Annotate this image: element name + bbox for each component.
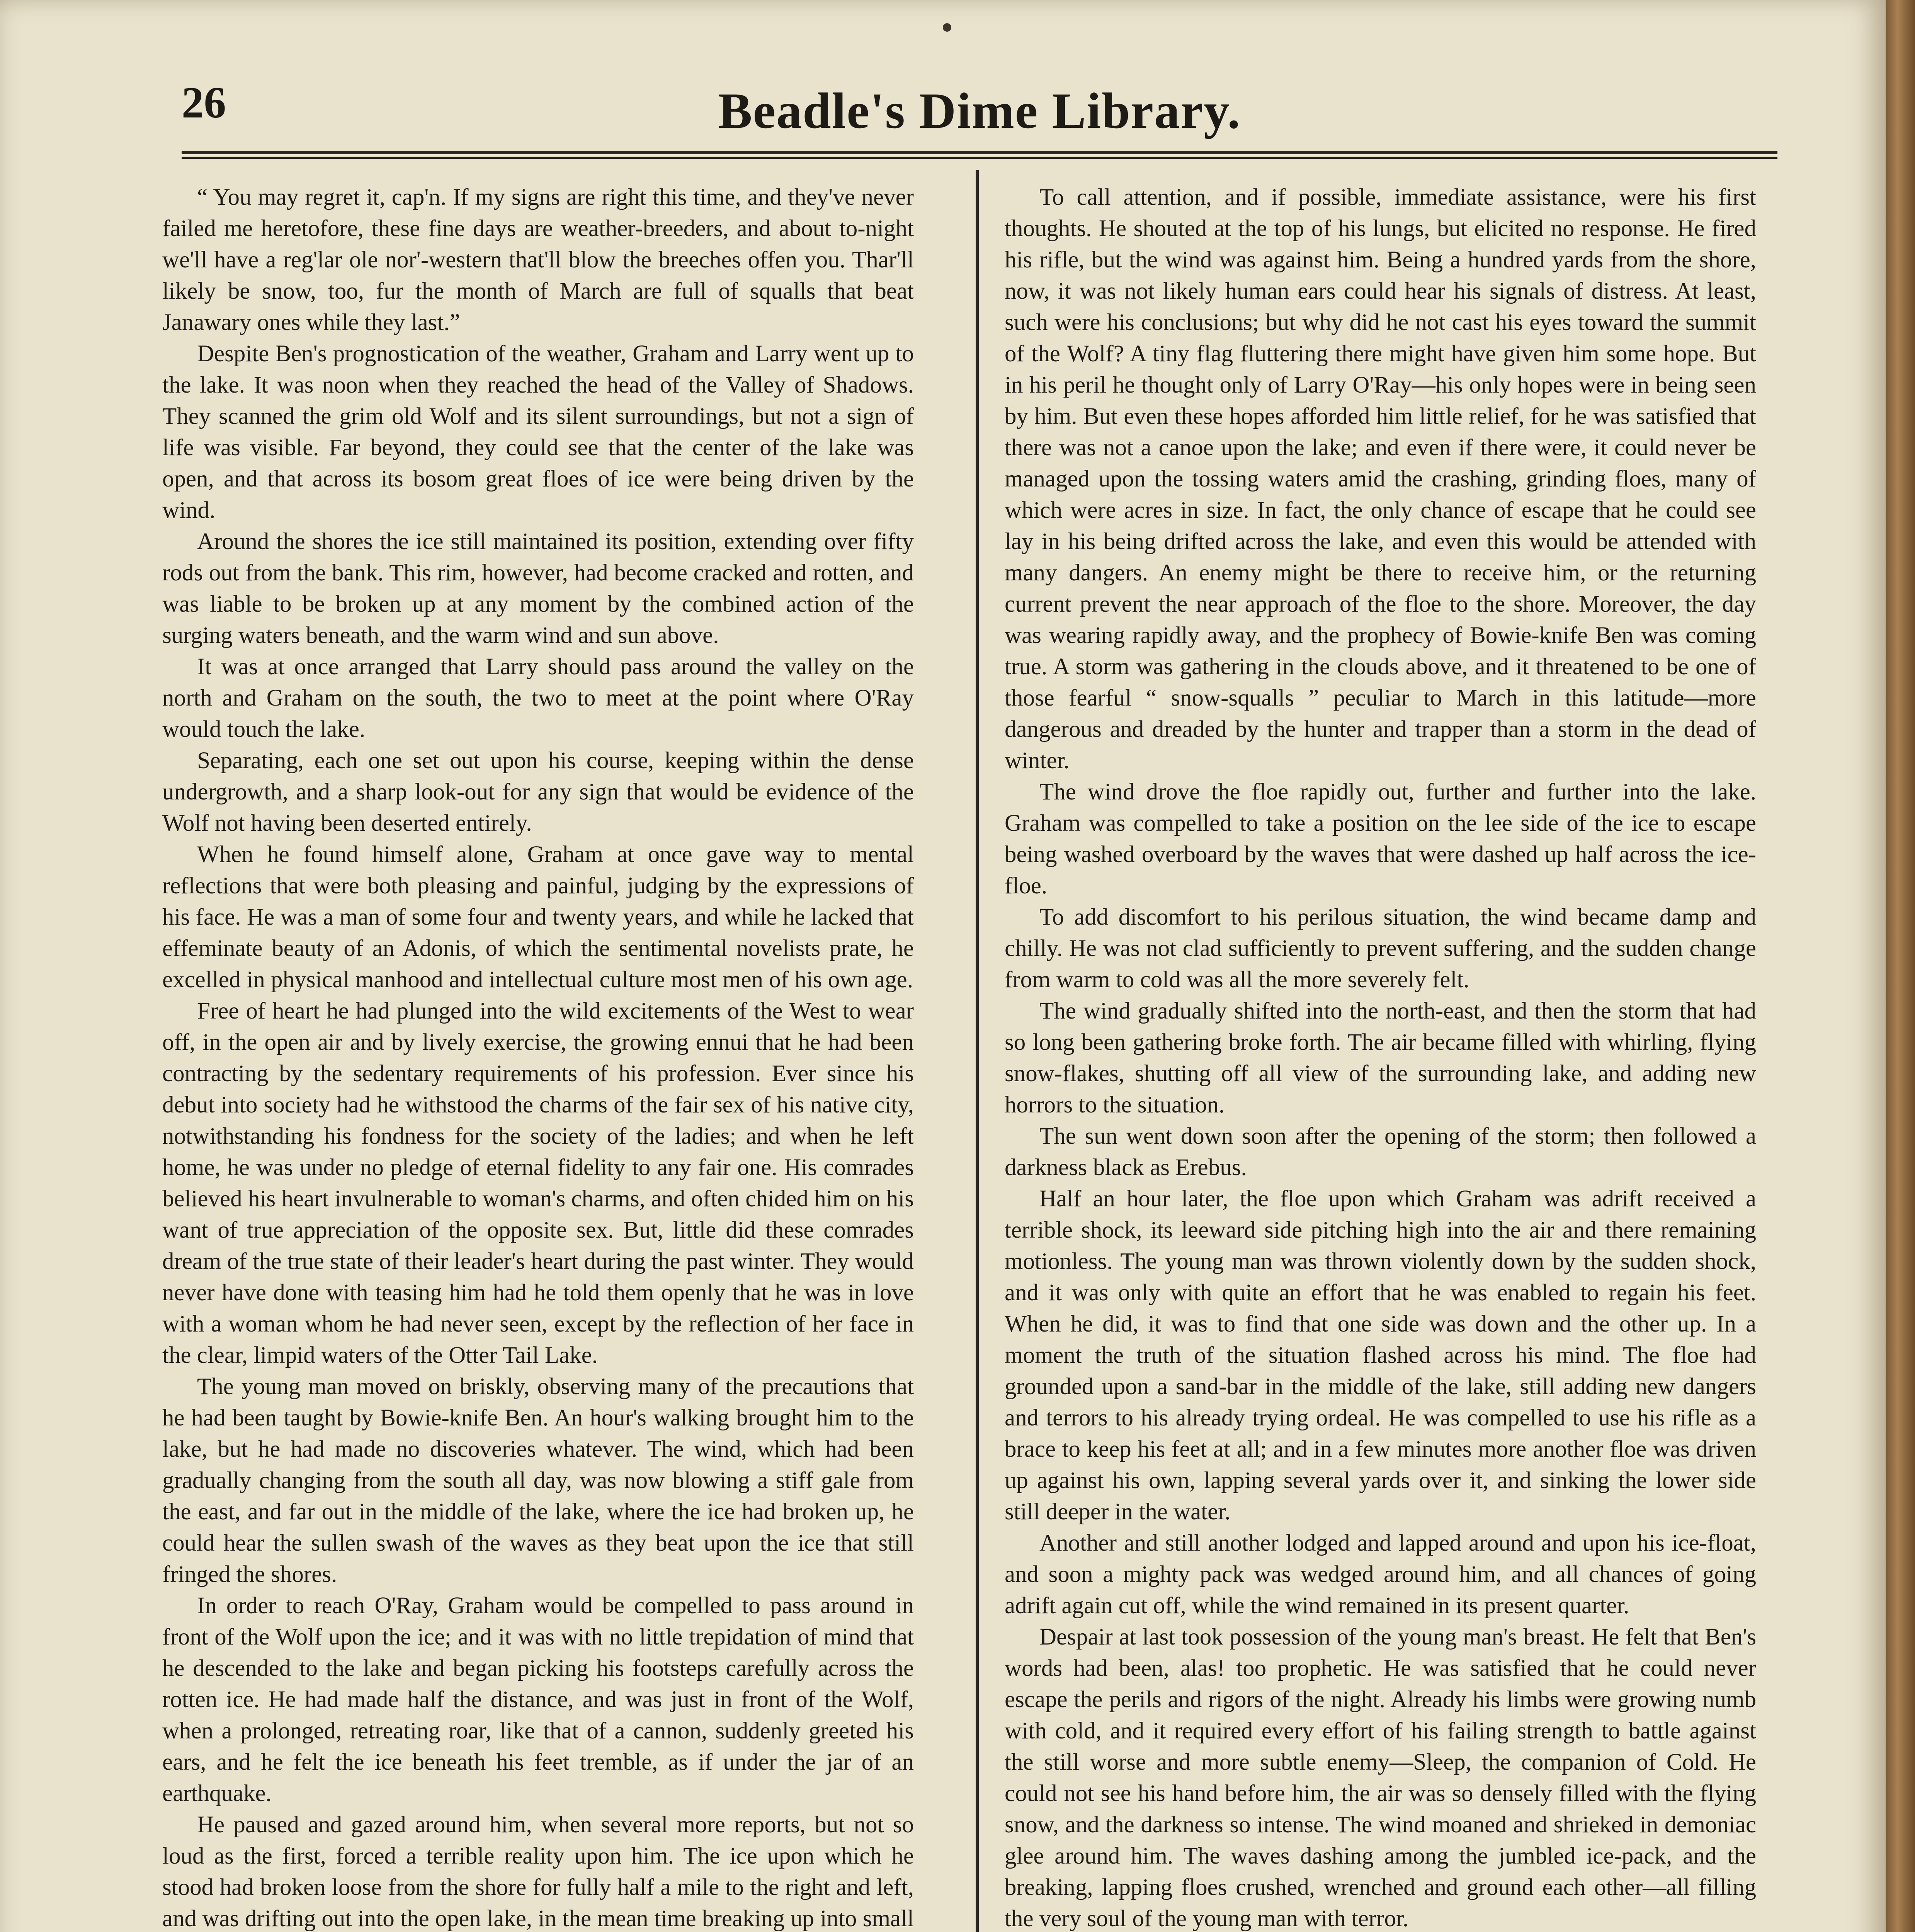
page-number: 26 xyxy=(182,78,226,127)
paragraph: The young man moved on briskly, observing many of the precautions that he had been taught by Bowie-knife Ben. An hour's walking brought him to the lake, but he had made no discoveries whatever. The wind, which had been gradually changing from the south all day, was now blowing a stiff gale from the east, and far out in the middle of the lake, where the ice had broken up, he could hear the sullen swash of the waves as they beat upon the ice that still fringed the shores. xyxy=(162,1374,914,1587)
paragraph: “ You may regret it, cap'n. If my signs are right this time, and they've never failed me heretofore, these fine days are weather-breeders, and about to-night we'll have a reg'lar ole nor'-western that'll blow the breeches offen you. Thar'll likely be snow, too, fur the month of March are full of squalls that beat Janawary ones while they last.” xyxy=(162,184,914,335)
left-column xyxy=(162,182,914,1932)
paragraph: In order to reach O'Ray, Graham would be compelled to pass around in front of the Wolf upon the ice; and it was with no little trepidation of mind that he descended to the lake and began picking his footsteps carefully across the rotten ice. He had made half the distance, and was just in front of the Wolf, when a prolonged, retreating roar, like that of a cannon, suddenly greeted his ears, and he felt the ice beneath his feet tremble, as if under the jar of an earthquake. xyxy=(162,1593,914,1806)
paragraph: Around the shores the ice still maintained its position, extending over fifty rods out from the bank. This rim, however, had become cracked and rotten, and was liable to be broken up at any moment by the combined action of the surging waters beneath, and the warm wind and sun above. xyxy=(162,529,914,648)
page-header xyxy=(182,73,1777,151)
paragraph: The wind gradually shifted into the north-east, and then the storm that had so long been gathering broke forth. The air became filled with whirling, flying snow-flakes, shutting off all view of the surrounding lake, and adding new horrors to the situation. xyxy=(1005,998,1756,1118)
paragraph: He paused and gazed around him, when several more reports, but not so loud as the first, forced a terrible reality upon him. The ice upon which he stood had broken loose from the shore for fully half a mile to the right and left, and was drifting out into the open lake, in the mean time breaking up into small xyxy=(162,1812,914,1932)
paragraph: To add discomfort to his perilous situation, the wind became damp and chilly. He was not clad sufficiently to prevent suffering, and the sudden change from warm to cold was all the more severely felt. xyxy=(1005,904,1756,993)
paragraph: Despite Ben's prognostication of the weather, Graham and Larry went up to the lake. It was noon when they reached the head of the Valley of Shadows. They scanned the grim old Wolf and its silent surroundings, but not a sign of life was visible. Far beyond, they could see that the center of the lake was open, and that across its bosom great floes of ice were being driven by the wind. xyxy=(162,341,914,523)
running-title: Beadle's Dime Library. xyxy=(718,82,1241,139)
paragraph: The wind drove the floe rapidly out, further and further into the lake. Graham was compelled to take a position on the lee side of the ice to escape being washed overboard by the waves that were dashed up half across the ice-floe. xyxy=(1005,779,1756,899)
paragraph: To call attention, and if possible, immediate assistance, were his first thoughts. He shouted at the top of his lungs, but elicited no response. He fired his rifle, but the wind was against him. Being a hundred yards from the shore, now, it was not likely human ears could hear his signals of distress. At least, such were his conclusions; but why did he not cast his eyes toward the summit of the Wolf? A tiny flag fluttering there might have given him some hope. But in his peril he thought only of Larry O'Ray—his only hopes were in being seen by him. But even these hopes afforded him little relief, for he was satisfied that there was not a canoe upon the lake; and even if there were, it could never be managed upon the tossing waters amid the crashing, grinding floes, many of which were acres in size. In fact, the only chance of escape that he could see lay in his being drifted across the lake, and even this would be attended with many dangers. An enemy might be there to receive him, or the returning current prevent the near approach of the floe to the shore. Moreover, the day was wearing rapidly away, and the prophecy of Bowie-knife Ben was coming true. A storm was gathering in the clouds above, and it threatened to be one of those fearful “ snow-squalls ” peculiar to March in this latitude—more dangerous and dreaded by the hunter and trapper than a storm in the dead of winter. xyxy=(1005,184,1756,774)
paragraph: Another and still another lodged and lapped around and upon his ice-float, and soon a mighty pack was wedged around him, and all chances of going adrift again cut off, while the wind remained in its present quarter. xyxy=(1005,1530,1756,1619)
column-divider xyxy=(976,170,979,1932)
paragraph: It was at once arranged that Larry should pass around the valley on the north and Graham on the south, the two to meet at the point where O'Ray would touch the lake. xyxy=(162,654,914,742)
paragraph: Free of heart he had plunged into the wild excitements of the West to wear off, in the open air and by lively exercise, the growing ennui that he had been contracting by the sedentary requirements of his profession. Ever since his debut into society had he withstood the charms of the fair sex of his native city, notwithstanding his fondness for the society of the ladies; and when he left home, he was under no pledge of eternal fidelity to any fair one. His comrades believed his heart invulnerable to woman's charms, and often chided him on his want of true appreciation of the opposite sex. But, little did these comrades dream of the true state of their leader's heart during the past winter. They would never have done with teasing him had he told them openly that he was in love with a woman whom he had never seen, except by the reflection of her face in the clear, limpid waters of the Otter Tail Lake. xyxy=(162,998,914,1368)
paragraph: When he found himself alone, Graham at once gave way to mental reflections that were both pleasing and painful, judging by the expressions of his face. He was a man of some four and twenty years, and while he lacked that effeminate beauty of an Adonis, of which the sentimental novelists prate, he excelled in physical manhood and intellectual culture most men of his own age. xyxy=(162,842,914,993)
paragraph: Despair at last took possession of the young man's breast. He felt that Ben's words had been, alas! too prophetic. He was satisfied that he could never escape the perils and rigors of the night. Already his limbs were growing numb with cold, and it required every effort of his failing strength to battle against the still worse and more subtle enemy—Sleep, the companion of Cold. He could not see his hand before him, the air was so densely filled with the flying snow, and the darkness so intense. The wind moaned and shrieked in demoniac glee around him. The waves dashing among the jumbled ice-pack, and the breaking, lapping floes crushed, wrenched and ground each other—all filling the very soul of the young man with terror. xyxy=(1005,1624,1756,1932)
print-mark xyxy=(943,23,951,32)
book-spine xyxy=(1886,0,1915,1932)
header-rule xyxy=(182,151,1777,159)
paragraph: Separating, each one set out upon his course, keeping within the dense undergrowth, and a sharp look-out for any sign that would be evidence of the Wolf not having been deserted entirely. xyxy=(162,748,914,836)
paragraph: The sun went down soon after the opening of the storm; then followed a darkness black as Erebus. xyxy=(1005,1123,1756,1180)
right-column xyxy=(1005,182,1756,1932)
paragraph: Half an hour later, the floe upon which Graham was adrift received a terrible shock, its leeward side pitching high into the air and there remaining motionless. The young man was thrown violently down by the sudden shock, and it was only with quite an effort that he was enabled to regain his feet. When he did, it was to find that one side was down and the other up. In a moment the truth of the situation flashed across his mind. The floe had grounded upon a sand-bar in the middle of the lake, still adding new dangers and terrors to his already trying ordeal. He was compelled to use his rifle as a brace to keep his feet at all; and in a few minutes more another floe was driven up against his own, lapping several yards over it, and sinking the lower side still deeper in the water. xyxy=(1005,1186,1756,1525)
